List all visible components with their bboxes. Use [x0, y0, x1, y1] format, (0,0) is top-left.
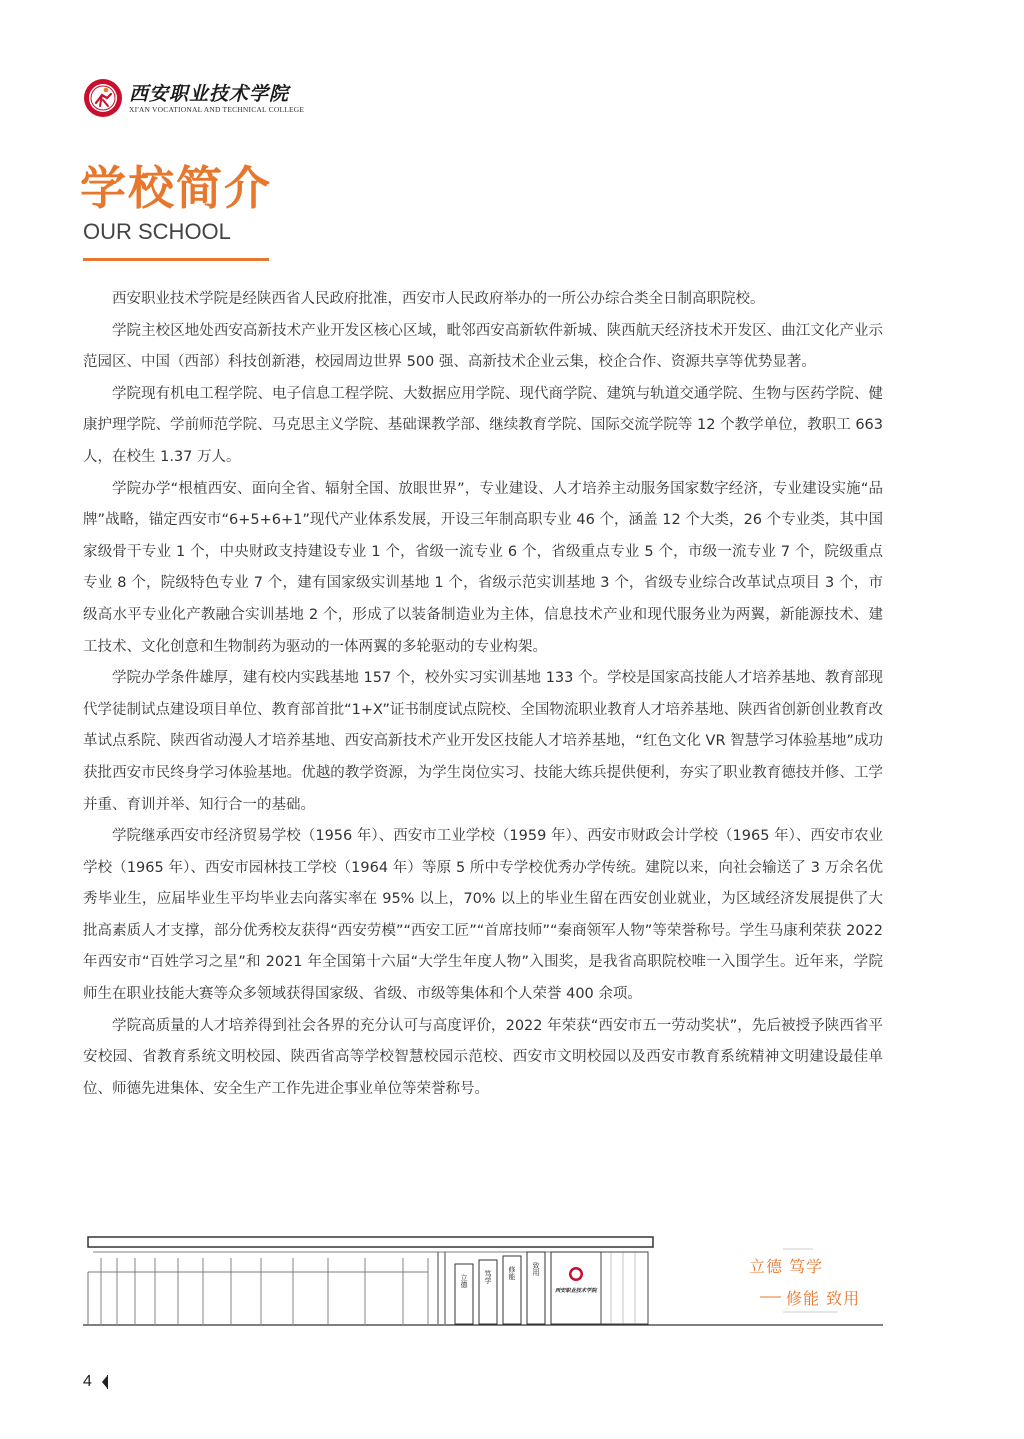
- paragraph-4: 学院办学“根植西安、面向全省、辐射全国、放眼世界”，专业建设、人才培养主动服务国家数字经济，专业建设实施“品牌”战略，锚定西安市“6+5+6+1”现代产业体系发展，开设三年制高职专业 46 个，涵盖 12 个大类，26 个专业类，其中国家级骨干专业 1 个，中央财政支持建设专业 1 个，省级一流专业 6 个，省级重点专业 5 个，市级一流专业 7 个，院级重点专业 8 个，院级特色专业 7 个，建有国家级实训基地 1 个，省级示范实训基地 3 个，省级专业综合改革试点项目 3 个，市级高水平专业化产教融合实训基地 2 个，形成了以装备制造业为主体，信息技术产业和现代服务业为两翼，新能源技术、建工技术、文化创意和生物制药为驱动的一体两翼的多轮驱动的专业构架。: [83, 480, 883, 655]
- college-seal-icon: [83, 78, 123, 118]
- paragraph-2: 学院主校区地处西安高新技术产业开发区核心区域，毗邻西安高新软件新城、陕西航天经济技术开发区、曲江文化产业示范园区、中国（西部）科技创新港，校园周边世界 500 强、高新技术企业云集，校企合作、资源共享等优势显著。: [83, 322, 883, 371]
- motto-line-2: 修能 致用: [786, 1289, 861, 1308]
- paragraph-3: 学院现有机电工程学院、电子信息工程学院、大数据应用学院、现代商学院、建筑与轨道交通学院、生物与医药学院、健康护理学院、学前师范学院、马克思主义学院、基础课教学部、继续教育学院、国际交流学院等 12 个教学单位，教职工 663 人，在校生 1.37 万人。: [83, 385, 883, 465]
- title-underline: [83, 258, 269, 261]
- paragraph-6: 学院继承西安市经济贸易学校（1956 年）、西安市工业学校（1959 年）、西安市财政会计学校（1965 年）、西安市农业学校（1965 年）、西安市园林技工学校（1964 年）等原 5 所中专学校优秀办学传统。建院以来，向社会输送了 3 万余名优秀毕业生，应届毕业生平均毕业去向落实率在 95% 以上，70% 以上的毕业生留在西安创业就业，为区域经济发展提供了大批高素质人才支撑，部分优秀校友获得“西安劳模”“西安工匠”“首席技师”“秦商领军人物”等荣誉称号。学生马康利荣获 2022 年西安市“百姓学习之星”和 2021 年全国第十六届“大学生年度人物”入围奖，是我省高职院校唯一入围学生。近年来，学院师生在职业技能大赛等众多领域获得国家级、省级、市级等集体和个人荣誉 400 余项。: [83, 828, 883, 1003]
- page-number: 4: [83, 1373, 92, 1390]
- paragraph-1: 西安职业技术学院是经陕西省人民政府批准，西安市人民政府举办的一所公办综合类全日制高职院校。: [112, 291, 765, 307]
- campus-gate-illustration: [83, 1232, 888, 1332]
- intro-body: [83, 284, 883, 1105]
- gate-pillar-1-text: 立德: [460, 1274, 468, 1288]
- gate-pillar-4-text: 致用: [532, 1262, 540, 1276]
- gate-pillar-3-text: 修能: [508, 1266, 516, 1280]
- logo-chinese-name: 西安职业技术学院: [129, 82, 290, 105]
- logo-english-name: XI'AN VOCATIONAL AND TECHNICAL COLLEGE: [129, 104, 305, 114]
- college-logo: [83, 78, 304, 118]
- page-title: 学校简介: [80, 161, 272, 215]
- gate-sign-text: 西安职业技术学院: [555, 1288, 597, 1294]
- triangle-left-icon: [100, 1374, 108, 1390]
- motto-line-1: 立德 笃学: [749, 1257, 824, 1276]
- paragraph-5: 学院办学条件雄厚，建有校内实践基地 157 个，校外实习实训基地 133 个。学校是国家高技能人才培养基地、教育部现代学徒制试点建设项目单位、教育部首批“1+X”证书制度试点院校、全国物流职业教育人才培养基地、陕西省创新创业教育改革试点系院、陕西省动漫人才培养基地、西安高新技术产业开发区技能人才培养基地，“红色文化 VR 智慧学习体验基地”成功获批西安市民终身学习体验基地。优越的教学资源，为学生岗位实习、技能大练兵提供便利，夯实了职业教育德技并修、工学并重、育训并举、知行合一的基础。: [83, 670, 883, 813]
- page-footer: [83, 1373, 108, 1391]
- page-subtitle: OUR SCHOOL: [83, 219, 231, 244]
- gate-pillar-2-text: 笃学: [484, 1270, 492, 1284]
- paragraph-7: 学院高质量的人才培养得到社会各界的充分认可与高度评价，2022 年荣获“西安市五一劳动奖状”，先后被授予陕西省平安校园、省教育系统文明校园、陕西省高等学校智慧校园示范校、西安市文明校园以及西安市教育系统精神文明建设最佳单位、师德先进集体、安全生产工作先进企事业单位等荣誉称号。: [83, 1017, 883, 1097]
